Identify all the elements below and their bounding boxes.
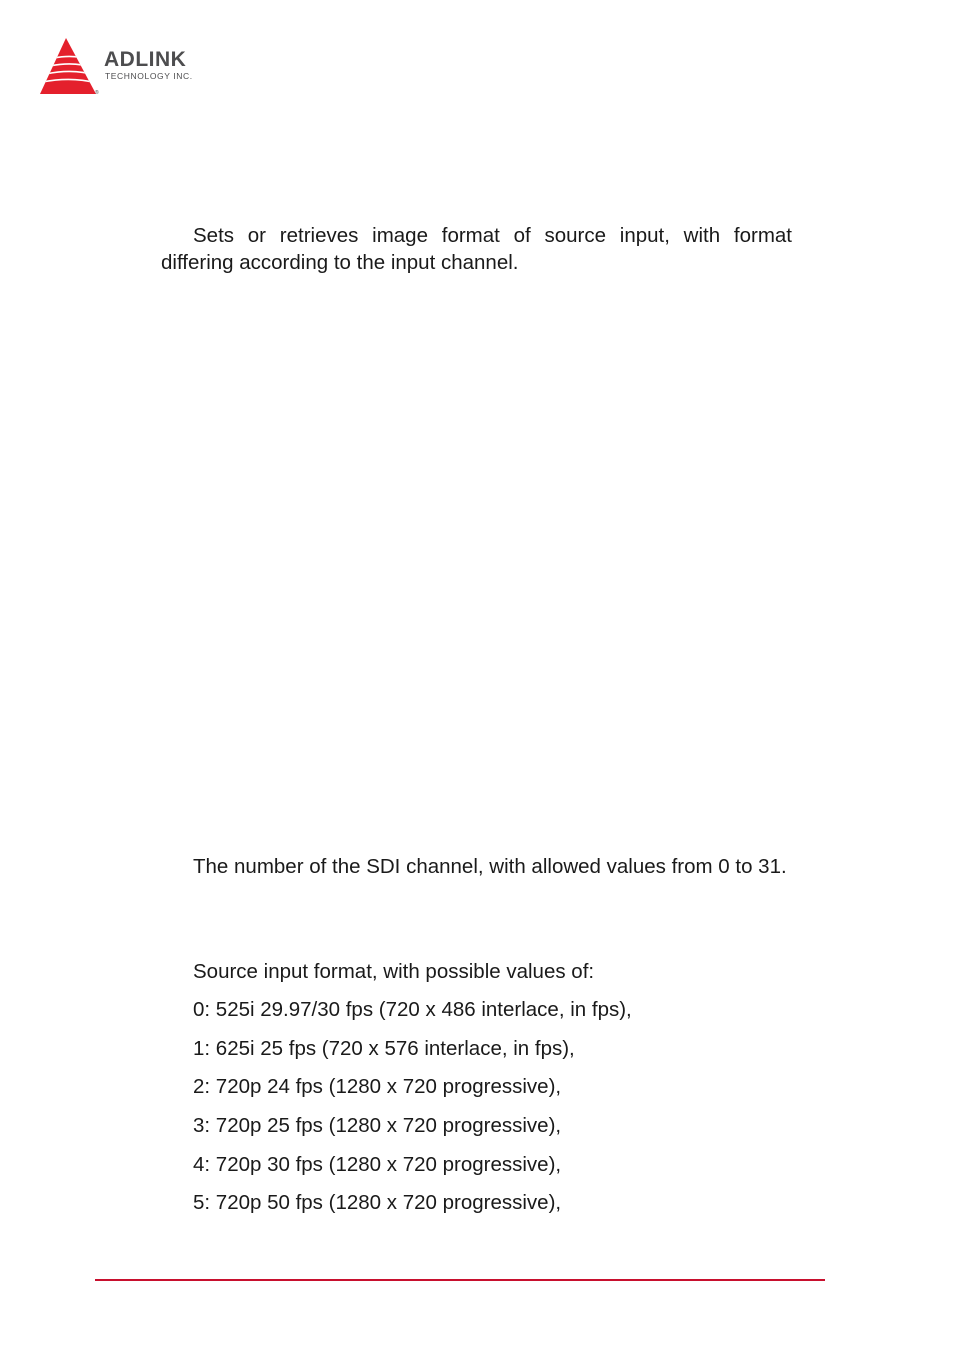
format-value-item: 0: 525i 29.97/30 fps (720 x 486 interlace, in fps), (193, 998, 632, 1021)
format-value-item: 4: 720p 30 fps (1280 x 720 progressive), (193, 1153, 562, 1176)
function-description: Sets or retrieves image format of source input, with format differing according to the input channel. (161, 224, 792, 274)
format-value-item: 3: 720p 25 fps (1280 x 720 progressive), (193, 1114, 562, 1137)
adlink-logo (38, 36, 238, 100)
footer-rule (95, 1279, 825, 1281)
format-value-item: 1: 625i 25 fps (720 x 576 interlace, in fps), (193, 1037, 575, 1060)
format-value-item: 5: 720p 50 fps (1280 x 720 progressive), (193, 1191, 562, 1214)
channel-parameter-description: The number of the SDI channel, with allowed values from 0 to 31. (193, 855, 787, 878)
svg-text:®: ® (95, 90, 99, 96)
brand-name: ADLINK (104, 48, 187, 71)
format-value-item: 2: 720p 24 fps (1280 x 720 progressive), (193, 1075, 562, 1098)
adlink-triangle-icon (38, 36, 102, 98)
brand-subtitle: TECHNOLOGY INC. (105, 71, 193, 81)
format-parameter-intro: Source input format, with possible values of: (193, 960, 595, 983)
